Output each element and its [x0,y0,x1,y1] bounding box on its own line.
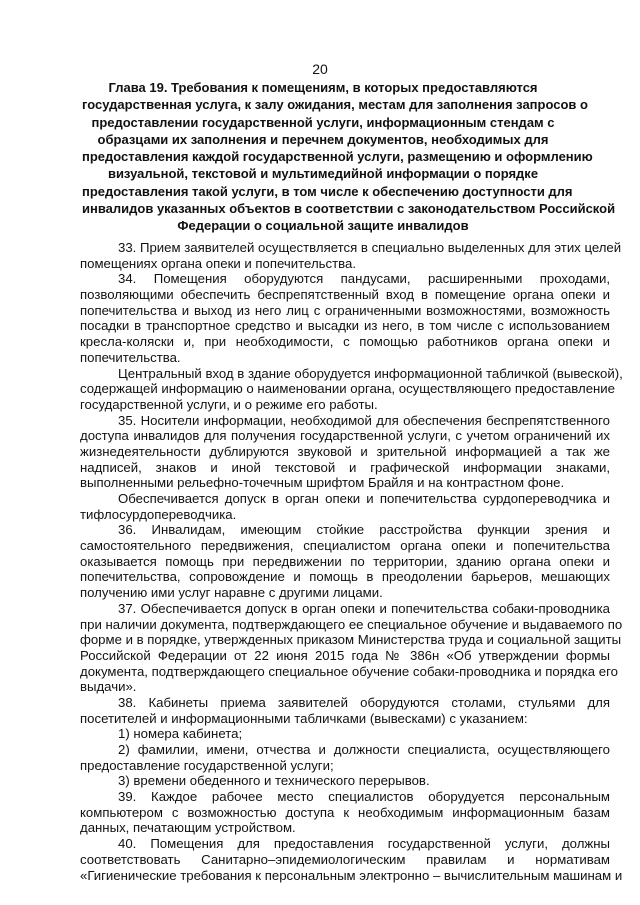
paragraph [80,726,610,742]
heading-line: предоставления каждой государственной услуги, размещению и оформлению [82,149,593,165]
paragraph-line: государственной услуги, и о режиме его работы. [80,396,378,412]
paragraph-line: 37. Обеспечивается допуск в орган опеки и попечительства собаки-проводника [118,600,610,616]
paragraph-line: при наличии документа, подтверждающего ее специальное обучение и выдаваемого по [80,616,623,632]
chapter-heading [82,79,616,235]
heading-line: государственная услуга, к залу ожидания, местам для заполнения запросов о [82,97,588,113]
paragraph-line: Обеспечивается допуск в орган опеки и попечительства сурдопереводчика и [118,491,610,506]
paragraph-line: надписей, знаков и иной текстовой и графической информации знаками, [80,459,610,475]
paragraph [80,522,610,600]
paragraph-line: 36. Инвалидам, имеющим стойкие расстройства функции зрения и [118,522,610,538]
paragraph-line: помещениях органа опеки и попечительства. [80,255,356,271]
paragraph-line: содержащей информацию о наименовании органа, осуществляющего предоставление [80,381,616,397]
page-number: 20 [312,61,328,77]
paragraph-line: 40. Помещения для предоставления государственной услуги, должны [118,836,610,852]
paragraph-line: 38. Кабинеты приема заявителей оборудуются столами, стульями для [118,694,610,710]
paragraph [80,240,622,271]
paragraph-line: 33. Прием заявителей осуществляется в специально выделенных для этих целей [118,240,622,255]
paragraph [80,271,610,365]
heading-line: предоставления такой услуги, в том числе к обеспечению доступности для [82,183,573,199]
paragraph-line: данных, печатающим устройством. [80,820,296,836]
paragraph-line: выдачи». [80,679,137,695]
paragraph [80,773,610,789]
paragraph-line: 1) номера кабинета; [118,726,243,742]
paragraph [80,742,610,773]
paragraph-line: попечительства и выход из него лиц с ограниченными возможностями, возможность [80,302,610,318]
paragraph-line: позволяющими обеспечить беспрепятственный вход в помещение органа опеки и [80,287,610,303]
paragraph [80,365,623,413]
paragraph [80,789,610,836]
paragraph-line: предоставление государственной услуги; [80,757,334,773]
paragraph-line: форме и в порядке, утвержденных приказом Министерства труда и социальной защиты [80,632,622,648]
paragraph-line: оказывается помощь при передвижении по территории, зданию органа опеки и [80,553,610,569]
paragraph [80,491,610,522]
heading-line: Глава 19. Требования к помещениям, в которых предоставляются [108,80,538,95]
paragraph-line: 34. Помещения оборудуются пандусами, расширенными проходами, [118,271,610,287]
paragraph-line: компьютером с возможностью доступа к необходимым информационным базам [80,804,610,820]
paragraph-line: выполненными рельефно-точечным шрифтом Брайля и на контрастном фоне. [80,475,565,491]
paragraph-line: попечительства, сопровождение и помощь в преодолении барьеров, мешающих [80,569,610,585]
paragraph [80,836,623,883]
paragraph-line: 35. Носители информации, необходимой для обеспечения беспрепятственного [118,412,610,428]
heading-line: образцами их заполнения и перечнем документов, необходимых для [97,131,549,147]
paragraph [80,695,610,726]
document-body [80,240,623,883]
heading-line: предоставлении государственной услуги, информационным стендам с [91,114,555,130]
paragraph-line: 3) времени обеденного и технического перерывов. [118,773,430,789]
paragraph-line: соответствовать Санитарно–эпидемиологическим правилам и нормативам [80,851,610,867]
paragraph [80,600,623,695]
paragraph-line: попечительства. [80,349,181,365]
heading-line: инвалидов указанных объектов в соответствии с законодательством Российской [82,201,616,217]
paragraph-line: доступа инвалидов для получения государственной услуги, с учетом ограничений их [80,428,610,444]
paragraph-line: 39. Каждое рабочее место специалистов оборудуется персональным [118,789,610,805]
paragraph-line: документа, подтверждающего специальное обучение собаки-проводника и порядка его [80,663,618,679]
paragraph-line: получению ими услуг наравне с другими лицами. [80,585,383,601]
paragraph-line: Российской Федерации от 22 июня 2015 года № 386н «Об утверждении формы [80,647,610,663]
paragraph-line: жизнедеятельности дублируются звуковой и зрительной информацией а так же [80,443,610,459]
heading-line: Федерации о социальной защите инвалидов [177,218,469,234]
paragraph-line: 2) фамилии, имени, отчества и должности специалиста, осуществляющего [118,742,610,757]
paragraph-line: посадки в транспортное средство и высадки из него, в том числе с использованием [80,318,610,334]
paragraph-line: посетителей и информационными табличками (вывесками) с указанием: [80,710,528,726]
paragraph-line: тифлосурдопереводчика. [80,506,237,522]
heading-line: визуальной, текстовой и мультимедийной информации о порядке [107,166,539,182]
paragraph-line: «Гигиенические требования к персональным электронно – вычислительным машинам и [80,867,623,883]
paragraph-line: кресла-коляски и, при необходимости, с помощью работников органа опеки и [80,334,610,350]
paragraph-line: Центральный вход в здание оборудуется информационной табличкой (вывеской), [118,365,623,381]
paragraph [80,413,610,491]
paragraph-line: самостоятельного передвижения, специалистом органа опеки и попечительства [80,538,610,554]
